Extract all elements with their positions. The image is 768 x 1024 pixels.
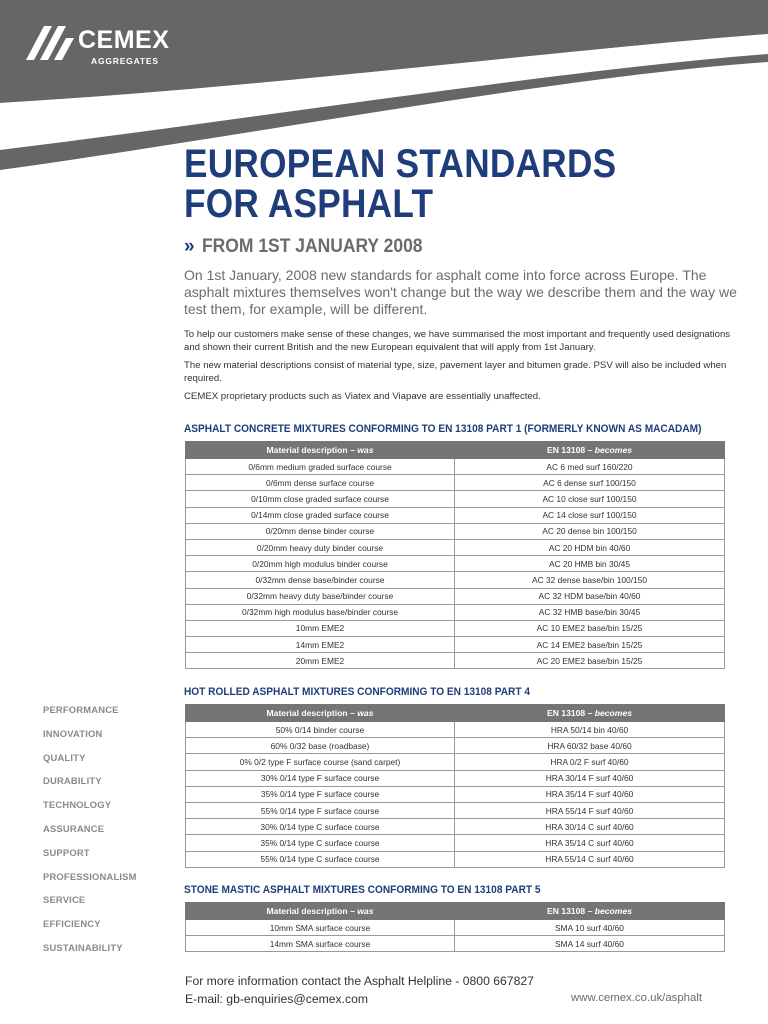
footer-email[interactable]: E-mail: gb-enquiries@cemex.com xyxy=(185,992,369,1006)
en13108-designation-cell: AC 32 HDM base/bin 40/60 xyxy=(455,588,725,604)
en13108-designation-cell: AC 20 HMB bin 30/45 xyxy=(455,556,725,572)
intro-paragraph-1: To help our customers make sense of these changes, we have summarised the most important and frequently used designations and shown their current British and the new European equivalent that will apply from 1st January. xyxy=(184,329,731,353)
material-description-was-cell: 35% 0/14 type F surface course xyxy=(186,786,455,802)
material-description-was-cell: 50% 0/14 binder course xyxy=(186,722,455,738)
en13108-designation-cell: AC 20 HDM bin 40/60 xyxy=(455,539,725,555)
en13108-designation-cell: HRA 30/14 C surf 40/60 xyxy=(455,819,725,835)
table-row xyxy=(186,507,725,523)
logo-wordmark: CEMEX xyxy=(78,26,170,54)
table-row xyxy=(186,588,725,604)
table-row xyxy=(186,802,725,818)
material-description-was-cell: 0/20mm heavy duty binder course xyxy=(186,539,455,555)
en13108-designation-cell: HRA 30/14 F surf 40/60 xyxy=(455,770,725,786)
table-header-row xyxy=(186,442,725,459)
en13108-designation-cell: AC 10 close surf 100/150 xyxy=(455,491,725,507)
material-description-was-cell: 35% 0/14 type C surface course xyxy=(186,835,455,851)
column-header-was: Material description – was xyxy=(186,442,455,459)
en13108-designation-cell: HRA 55/14 F surf 40/60 xyxy=(455,802,725,818)
material-description-was-cell: 0/32mm high modulus base/binder course xyxy=(186,604,455,620)
table-row xyxy=(186,851,725,867)
en13108-designation-cell: AC 20 dense bin 100/150 xyxy=(455,523,725,539)
sidebar-value-technology: TECHNOLOGY xyxy=(43,799,112,811)
en13108-designation-cell: HRA 50/14 bin 40/60 xyxy=(455,722,725,738)
table-row xyxy=(186,786,725,802)
sidebar-value-service: SERVICE xyxy=(43,894,86,906)
en13108-designation-cell: AC 20 EME2 base/bin 15/25 xyxy=(455,653,725,669)
material-description-was-cell: 55% 0/14 type C surface course xyxy=(186,851,455,867)
material-description-was-cell: 0/32mm dense base/binder course xyxy=(186,572,455,588)
footer-helpline: For more information contact the Asphalt Helpline - 0800 667827 xyxy=(185,974,534,988)
material-description-was-cell: 60% 0/32 base (roadbase) xyxy=(186,738,455,754)
table-row xyxy=(186,770,725,786)
table-row xyxy=(186,722,725,738)
table-row xyxy=(186,459,725,475)
sidebar-value-performance: PERFORMANCE xyxy=(43,704,119,715)
table-row xyxy=(186,936,725,952)
table-row xyxy=(186,754,725,770)
en13108-designation-cell: AC 14 close surf 100/150 xyxy=(455,507,725,523)
sidebar-value-sustainability: SUSTAINABILITY xyxy=(43,941,123,953)
column-header-was: Material description – was xyxy=(186,903,455,920)
intro-paragraph-2: The new material descriptions consist of material type, size, pavement layer and bitumen grade. PSV will also be included when required. xyxy=(184,360,727,384)
material-description-was-cell: 0/20mm high modulus binder course xyxy=(186,556,455,572)
column-header-becomes: EN 13108 – becomes xyxy=(455,705,725,722)
values-sidebar xyxy=(43,704,137,966)
material-description-was-cell: 0/10mm close graded surface course xyxy=(186,491,455,507)
material-description-was-cell: 30% 0/14 type F surface course xyxy=(186,770,455,786)
sidebar-value-efficiency: EFFICIENCY xyxy=(43,918,101,930)
sidebar-value-durability: DURABILITY xyxy=(43,775,102,787)
en13108-designation-cell: AC 32 dense base/bin 100/150 xyxy=(455,572,725,588)
column-header-becomes: EN 13108 – becomes xyxy=(455,903,725,920)
hot-rolled-asphalt-table xyxy=(185,704,725,868)
material-description-was-cell: 14mm EME2 xyxy=(186,637,455,653)
title-line-2: FOR ASPHALT xyxy=(184,182,434,226)
asphalt-concrete-table xyxy=(185,441,725,669)
en13108-designation-cell: HRA 0/2 F surf 40/60 xyxy=(455,754,725,770)
table-row xyxy=(186,637,725,653)
en13108-designation-cell: HRA 60/32 base 40/60 xyxy=(455,738,725,754)
section-heading-asphalt-concrete: ASPHALT CONCRETE MIXTURES CONFORMING TO EN 13108 PART 1 (FORMERLY KNOWN AS MACADAM) xyxy=(184,423,702,435)
intro-paragraph-3: CEMEX proprietary products such as Viatex and Viapave are essentially unaffected. xyxy=(184,391,541,402)
column-header-becomes: EN 13108 – becomes xyxy=(455,442,725,459)
double-chevron-icon: » xyxy=(184,236,192,257)
table-row xyxy=(186,819,725,835)
sidebar-value-professionalism: PROFESSIONALISM xyxy=(43,870,137,882)
table-header-row xyxy=(186,705,725,722)
material-description-was-cell: 20mm EME2 xyxy=(186,653,455,669)
section-heading-hot-rolled-asphalt: HOT ROLLED ASPHALT MIXTURES CONFORMING TO EN 13108 PART 4 xyxy=(184,686,530,698)
en13108-designation-cell: AC 6 dense surf 100/150 xyxy=(455,475,725,491)
logo-subtitle: AGGREGATES xyxy=(91,56,159,66)
sidebar-value-support: SUPPORT xyxy=(43,846,90,858)
material-description-was-cell: 0/14mm close graded surface course xyxy=(186,507,455,523)
subtitle-text: FROM 1ST JANUARY 2008 xyxy=(201,236,423,257)
table-row xyxy=(186,572,725,588)
lead-paragraph: On 1st January, 2008 new standards for asphalt come into force across Europe. The asphalt mixtures themselves won't change but the way we describe them and the way we test them, for example, will be different. xyxy=(184,267,737,317)
table-row xyxy=(186,920,725,936)
sidebar-value-innovation: INNOVATION xyxy=(43,727,103,739)
sidebar-value-quality: QUALITY xyxy=(43,751,86,763)
en13108-designation-cell: SMA 14 surf 40/60 xyxy=(455,936,725,952)
table-row xyxy=(186,604,725,620)
material-description-was-cell: 0/6mm dense surface course xyxy=(186,475,455,491)
stone-mastic-asphalt-table xyxy=(185,902,725,952)
cemex-logo-mark-icon xyxy=(26,26,78,62)
en13108-designation-cell: HRA 55/14 C surf 40/60 xyxy=(455,851,725,867)
table-row xyxy=(186,620,725,636)
material-description-was-cell: 55% 0/14 type F surface course xyxy=(186,802,455,818)
material-description-was-cell: 0/20mm dense binder course xyxy=(186,523,455,539)
en13108-designation-cell: HRA 35/14 F surf 40/60 xyxy=(455,786,725,802)
table-row xyxy=(186,491,725,507)
en13108-designation-cell: AC 6 med surf 160/220 xyxy=(455,459,725,475)
material-description-was-cell: 0% 0/2 type F surface course (sand carpet) xyxy=(186,754,455,770)
material-description-was-cell: 0/32mm heavy duty base/binder course xyxy=(186,588,455,604)
page-subtitle xyxy=(184,235,441,259)
cemex-logo[interactable] xyxy=(26,26,186,74)
material-description-was-cell: 10mm EME2 xyxy=(186,620,455,636)
table-row xyxy=(186,539,725,555)
en13108-designation-cell: HRA 35/14 C surf 40/60 xyxy=(455,835,725,851)
table-header-row xyxy=(186,903,725,920)
title-line-1: EUROPEAN STANDARDS xyxy=(184,142,617,186)
page-title xyxy=(184,144,616,224)
en13108-designation-cell: AC 14 EME2 base/bin 15/25 xyxy=(455,637,725,653)
en13108-designation-cell: SMA 10 surf 40/60 xyxy=(455,920,725,936)
table-row xyxy=(186,835,725,851)
material-description-was-cell: 10mm SMA surface course xyxy=(186,920,455,936)
footer-website-link[interactable]: www.cemex.co.uk/asphalt xyxy=(571,992,703,1004)
material-description-was-cell: 14mm SMA surface course xyxy=(186,936,455,952)
table-row xyxy=(186,653,725,669)
material-description-was-cell: 0/6mm medium graded surface course xyxy=(186,459,455,475)
column-header-was: Material description – was xyxy=(186,705,455,722)
section-heading-stone-mastic-asphalt: STONE MASTIC ASPHALT MIXTURES CONFORMING TO EN 13108 PART 5 xyxy=(184,884,541,896)
sidebar-value-assurance: ASSURANCE xyxy=(43,822,105,834)
en13108-designation-cell: AC 32 HMB base/bin 30/45 xyxy=(455,604,725,620)
table-row xyxy=(186,475,725,491)
table-row xyxy=(186,738,725,754)
table-row xyxy=(186,556,725,572)
material-description-was-cell: 30% 0/14 type C surface course xyxy=(186,819,455,835)
en13108-designation-cell: AC 10 EME2 base/bin 15/25 xyxy=(455,620,725,636)
table-row xyxy=(186,523,725,539)
